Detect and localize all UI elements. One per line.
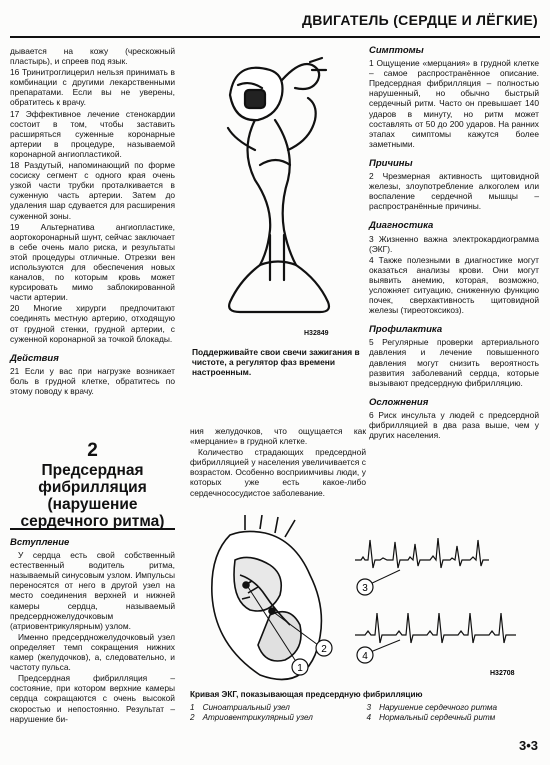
- paragraph: 3 Жизненно важна электрокардиограмма (ЭКГ).: [369, 233, 539, 254]
- paragraph: дывается на кожу (чрескожный пластырь), и спреев под язык.: [10, 46, 175, 67]
- section-title: ДВИГАТЕЛЬ (СЕРДЦЕ И ЛЁГКИЕ): [301, 12, 538, 28]
- chapter-heading: [10, 440, 175, 530]
- intro-column: [10, 538, 175, 725]
- svg-text:2: 2: [321, 644, 327, 655]
- middle-text: [190, 426, 366, 499]
- paragraph: Предсердная фибрилляция – состояние, при котором верхние камеры сердца сокращаются с очень высокой скоростью и непостоянно. Результат – нарушение би-: [10, 673, 175, 724]
- svg-text:4: 4: [362, 651, 368, 662]
- paragraph: 2 Чрезмерная активность щитовидной железы, злоупотребление алкоголем или воспаление сердечной мышцы – распространённые причины.: [369, 171, 539, 212]
- intro-heading: Вступление: [10, 537, 70, 548]
- paragraph: 17 Эффективное лечение стенокардии состоит в том, чтобы заставить расширяться суженные коронарные артерии в процедуре, называемой коронарной ангиопластикой.: [10, 108, 175, 159]
- figure-code: H32708: [490, 670, 515, 677]
- chapter-title: Предсердная фибрилляция (нарушение сердечного ритма): [20, 462, 165, 530]
- ecg-trace-normal: [355, 613, 516, 643]
- heart-ecg-diagram: [190, 515, 540, 685]
- paragraph: Именно предсердножелудочковый узел определяет темп сокращения нижних камер (желудочков), а, следовательно, и частоту пульса.: [10, 631, 175, 673]
- paragraph: 6 Риск инсульта у людей с предсердной фибрилляцией в два раза выше, чем у других населения.: [369, 409, 539, 441]
- heart-cross-section-illustration: [212, 515, 322, 680]
- paragraph: 18 Раздутый, напоминающий по форме сосиску сегмент с одного края очень узкой части трубки проталкивается в суженную часть артерии. Затем до удаления шар сдувается для расширения суженной зоны.: [10, 160, 175, 221]
- paragraph: ния желудочков, что ощущается как «мерцание» в грудной клетке.: [190, 426, 366, 447]
- figure-code: H32849: [304, 330, 329, 337]
- svg-text:1: 1: [297, 663, 303, 674]
- legend-label: Атриовентрикулярный узел: [202, 713, 313, 722]
- paragraph: 1 Ощущение «мерцания» в грудной клетке – самое распространённое описание. Предсердная фибрилляция – полностью нарушенный, но обычно быстрый сердечный ритм. Часто он превышает 140 ударов в минуту, но ритм может составлять от 50 до 200 ударов. На ранних этапах симптомы кажутся более заметными.: [369, 58, 539, 149]
- legend-label: Синоатриальный узел: [202, 703, 290, 712]
- callout-4: [357, 647, 373, 663]
- legend-num: 1: [190, 703, 195, 712]
- header-rule: [10, 36, 540, 38]
- prevention-heading: Профилактика: [369, 324, 443, 336]
- causes-heading: Причины: [369, 157, 413, 169]
- legend-num: 2: [190, 713, 195, 722]
- paragraph: 16 Тринитроглицерил нельзя принимать в комбинации с другими лекарственными препаратами. Если вы не уверены, обратитесь к врачу.: [10, 67, 175, 108]
- paragraph: 20 Многие хирурги предпочитают соединять местную артерию, отходящую от грудной стенки, грудной артерии, с суженной коронарной за точкой блокады.: [10, 303, 175, 344]
- paragraph: 5 Регулярные проверки артериального давления и лечение повышенного давления могут снизить вероятность развития заболеваний сердца, которые вызывают предсердную фибрилляцию.: [369, 337, 539, 388]
- left-column: [10, 46, 175, 397]
- legend-num: 4: [366, 713, 372, 722]
- paragraph: 21 Если у вас при нагрузке возникает боль в грудной клетке, обратитесь по этому поводу к врачу.: [10, 365, 175, 396]
- chapter-rule: [10, 528, 175, 530]
- paragraph: У сердца есть свой собственный естественный водитель ритма, называемый синусовым узлом. Импульсы переносятся от него в другой узел на место соединения верхней и нижней камеры сердца, называемый предсердножелудочковым (атриовентрикулярным) узлом.: [10, 550, 175, 631]
- callout-3: [357, 579, 373, 595]
- callout-2: [316, 640, 332, 656]
- callout-1: [292, 659, 308, 675]
- paragraph: 4 Также полезными в диагностике могут оказаться анализы крови. Они могут выявить анемию, которая, возможно, усложняет ситуацию, сниженную функцию почек, сверхактивность щитовидной железы (тиреотоксикоз).: [369, 254, 539, 316]
- svg-text:3: 3: [362, 583, 368, 594]
- paragraph: 19 Альтернатива ангиопластике, аортокоронарный шунт, сейчас заключает в себе очень мало риска, и результаты этой процедуры отличные. Отрезки вен используются для обеспечения новых каналов, по которым кровь может курсировать мимо заблокированной части артерии.: [10, 221, 175, 303]
- ecg-trace-irregular: [355, 538, 489, 568]
- caption-title: Кривая ЭКГ, показывающая предсердную фибрилляцию: [190, 690, 423, 699]
- symptoms-heading: Симптомы: [369, 45, 424, 56]
- figure-legend: [190, 703, 535, 722]
- complications-heading: Осложнения: [369, 396, 429, 408]
- legend-label: Нормальный сердечный ритм: [379, 713, 496, 722]
- actions-heading: Действия: [10, 352, 59, 364]
- legend-num: 3: [366, 703, 372, 712]
- page-header: [0, 0, 550, 40]
- right-column: [369, 46, 539, 441]
- chapter-number: 2: [87, 440, 98, 461]
- paragraph: Количество страдающих предсердной фибрилляцией у населения увеличивается с возрастом. Особенно восприимчивы люди, у которых уже есть какое-либо сердечнососудистое заболевание.: [190, 447, 366, 498]
- cartoon-heart-mascot-illustration: [200, 40, 360, 340]
- figure-caption: Поддерживайте свои свечи зажигания в чистоте, а регулятор фаз времени настроенным.: [192, 347, 360, 378]
- ecg-caption: [190, 690, 535, 722]
- legend-label: Нарушение сердечного ритма: [379, 703, 498, 712]
- diagnostics-heading: Диагностика: [369, 220, 434, 232]
- page-number: 3•3: [518, 738, 538, 753]
